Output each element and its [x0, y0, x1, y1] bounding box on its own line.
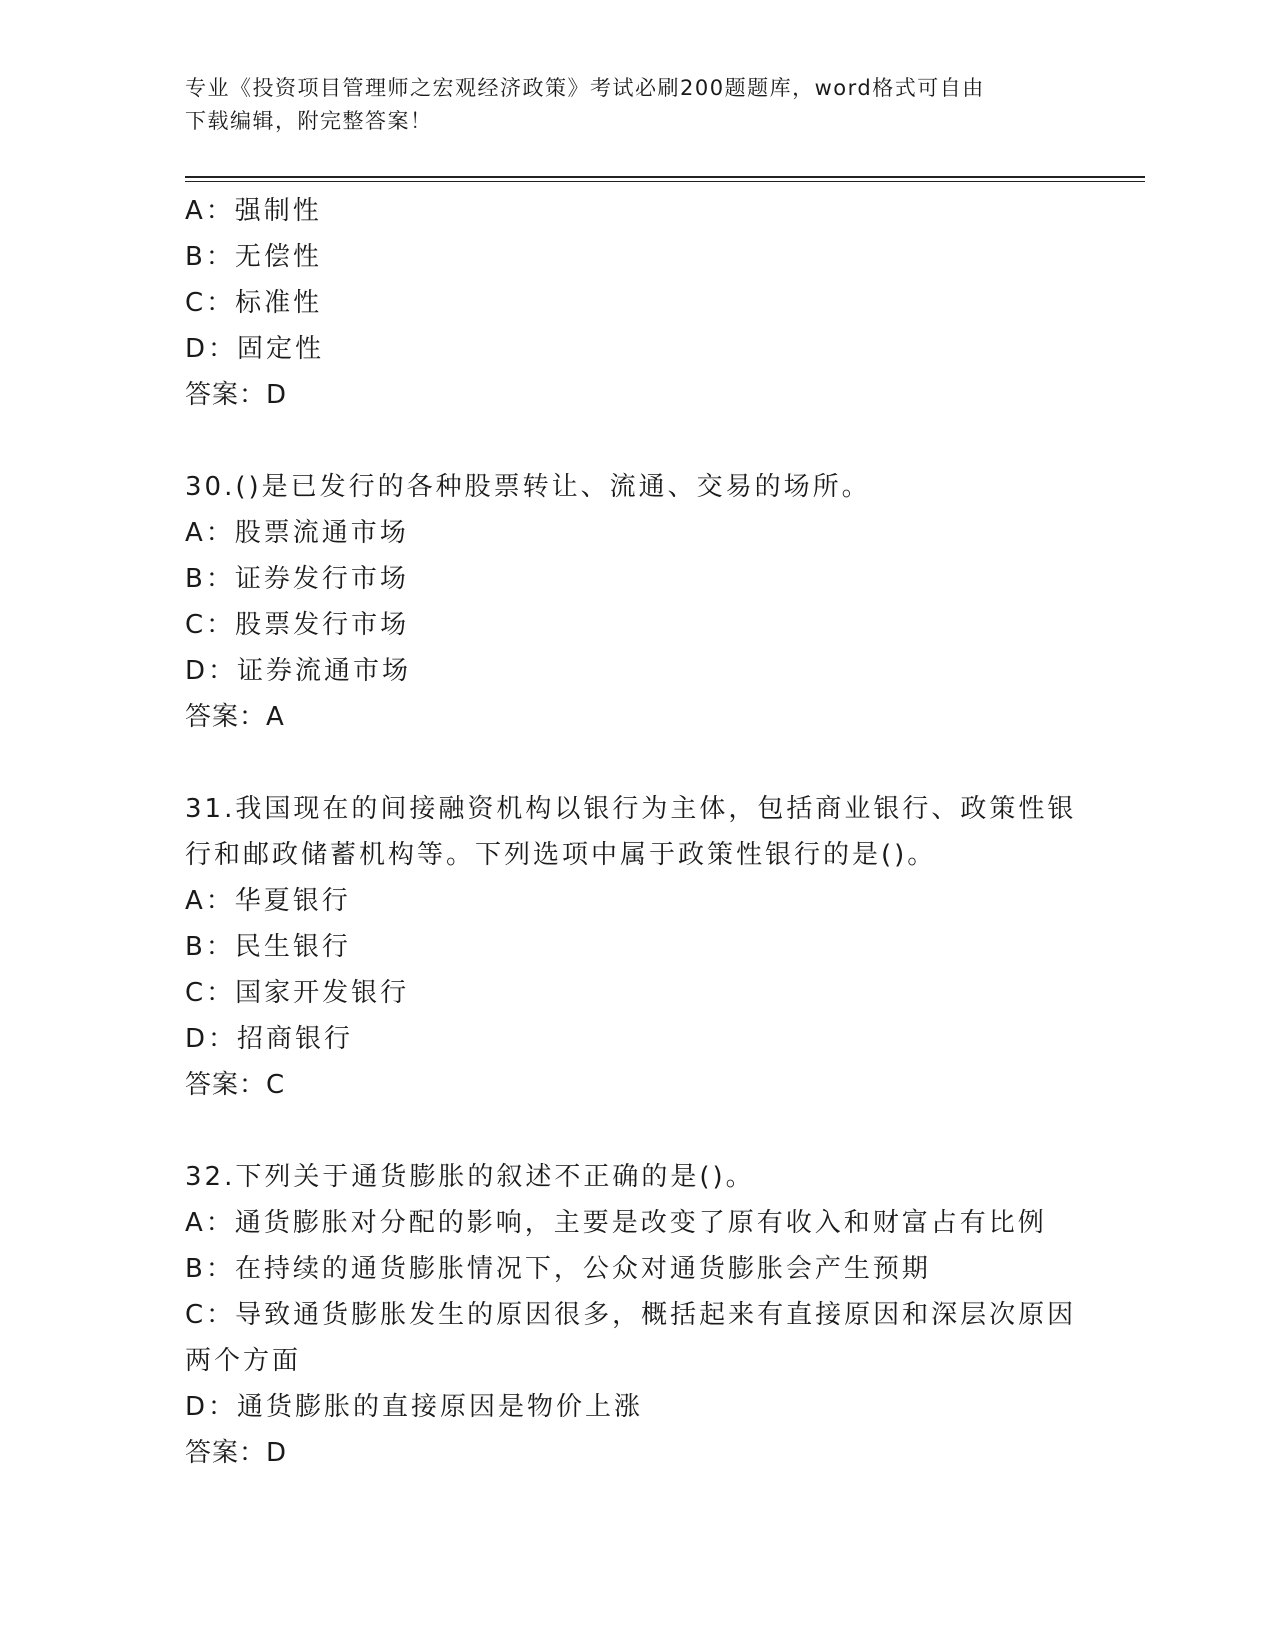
question-29: [185, 188, 1085, 418]
answer: 答案：C: [185, 1070, 286, 1100]
option-c: C：股票发行市场: [185, 610, 410, 640]
header-title-line-2: 下载编辑，附完整答案！: [185, 109, 433, 133]
option-a: A：股票流通市场: [185, 518, 409, 548]
header-title-line-1: 专业《投资项目管理师之宏观经济政策》考试必刷200题题库，word格式可自由: [185, 76, 985, 100]
question-text-line-1: 31.我国现在的间接融资机构以银行为主体，包括商业银行、政策性银: [185, 794, 1077, 824]
question-31: [185, 786, 1085, 1108]
option-d: D：证券流通市场: [185, 656, 412, 686]
option-d: D：招商银行: [185, 1024, 354, 1054]
option-c-line-2: 两个方面: [185, 1346, 302, 1376]
option-b: B：在持续的通货膨胀情况下，公众对通货膨胀会产生预期: [185, 1254, 931, 1284]
question-text-line-2: 行和邮政储蓄机构等。下列选项中属于政策性银行的是()。: [185, 840, 937, 870]
question-text: 30.()是已发行的各种股票转让、流通、交易的场所。: [185, 472, 871, 502]
header-divider-thick: [185, 176, 1145, 178]
question-30: [185, 464, 1085, 740]
option-c: C：标准性: [185, 288, 323, 318]
spacer: [185, 418, 1085, 464]
option-b: B：证券发行市场: [185, 564, 409, 594]
option-a: A：通货膨胀对分配的影响，主要是改变了原有收入和财富占有比例: [185, 1208, 1047, 1238]
option-c-line-1: C：导致通货膨胀发生的原因很多，概括起来有直接原因和深层次原因: [185, 1300, 1077, 1330]
option-b: B：无偿性: [185, 242, 322, 272]
question-text: 32.下列关于通货膨胀的叙述不正确的是()。: [185, 1162, 755, 1192]
option-a: A：强制性: [185, 196, 322, 226]
option-d: D：通货膨胀的直接原因是物价上涨: [185, 1392, 644, 1422]
header-divider-thin: [185, 181, 1145, 182]
answer: 答案：D: [185, 380, 288, 410]
answer: 答案：A: [185, 702, 285, 732]
question-32: [185, 1154, 1085, 1476]
spacer: [185, 740, 1085, 786]
option-d: D：固定性: [185, 334, 325, 364]
question-list: [185, 188, 1085, 1476]
spacer: [185, 1108, 1085, 1154]
document-header: [185, 72, 1085, 138]
option-a: A：华夏银行: [185, 886, 351, 916]
option-b: B：民生银行: [185, 932, 351, 962]
answer: 答案：D: [185, 1438, 288, 1468]
option-c: C：国家开发银行: [185, 978, 410, 1008]
